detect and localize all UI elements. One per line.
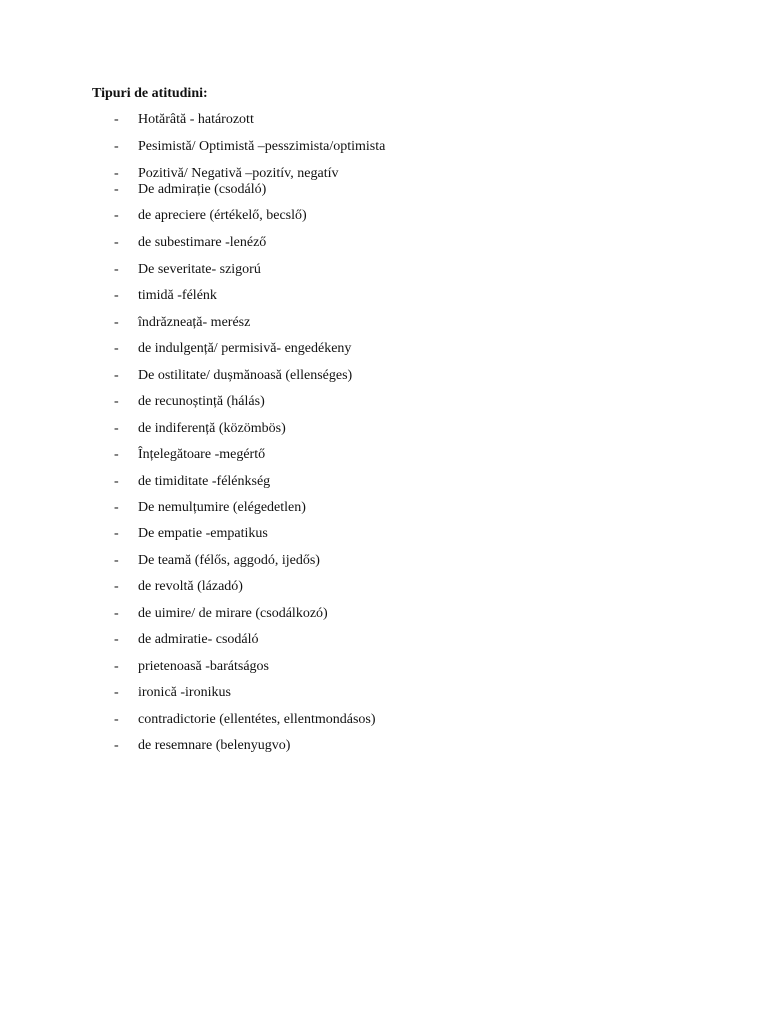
list-bullet: - [114,474,119,489]
list-item-text: de apreciere (értékelő, becslő) [138,208,307,223]
list-item-text: de timiditate -félénkség [138,474,271,489]
list-item-text: contradictorie (ellentétes, ellentmondásos) [138,712,376,727]
list-item-text: de subestimare -lenéző [138,235,267,250]
list-item-text: de admiratie- csodáló [138,632,259,647]
list-bullet: - [114,288,119,303]
list-item-text: De nemulțumire (elégedetlen) [138,500,306,515]
list-bullet: - [114,182,119,197]
list-bullet: - [114,315,119,330]
list-bullet: - [114,262,119,277]
list-item-text: Hotărâtă - határozott [138,112,254,127]
list-bullet: - [114,166,119,181]
list-item-text: îndrăzneață- merész [138,315,251,330]
list-bullet: - [114,394,119,409]
list-item-text: De severitate- szigorú [138,262,261,277]
list-bullet: - [114,112,119,127]
list-bullet: - [114,447,119,462]
list-item-text: de revoltă (lázadó) [138,579,243,594]
list-bullet: - [114,553,119,568]
list-bullet: - [114,685,119,700]
list-item-text: de recunoștință (hálás) [138,394,265,409]
list-item-text: ironică -ironikus [138,685,231,700]
list-item-text: De empatie -empatikus [138,526,268,541]
list-item-text: timidă -félénk [138,288,217,303]
list-item-text: de indiferență (közömbös) [138,421,286,436]
list-item-text: Înțelegătoare -megértő [138,447,266,462]
list-bullet: - [114,738,119,753]
list-item-text: De admirație (csodáló) [138,182,267,197]
list-item-text: Pozitivă/ Negativă –pozitív, negatív [138,166,339,181]
list-bullet: - [114,421,119,436]
list-item-text: prietenoasă -barátságos [138,659,269,674]
document-title: Tipuri de atitudini: [92,86,208,101]
list-item-text: de resemnare (belenyugvo) [138,738,291,753]
list-bullet: - [114,235,119,250]
list-bullet: - [114,712,119,727]
list-bullet: - [114,139,119,154]
list-bullet: - [114,341,119,356]
list-bullet: - [114,208,119,223]
list-item-text: De ostilitate/ dușmănoasă (ellenséges) [138,368,353,383]
list-bullet: - [114,368,119,383]
list-item-text: De teamă (félős, aggodó, ijedős) [138,553,320,568]
list-bullet: - [114,579,119,594]
list-bullet: - [114,632,119,647]
list-bullet: - [114,659,119,674]
list-item-text: Pesimistă/ Optimistă –pesszimista/optimista [138,139,386,154]
list-bullet: - [114,500,119,515]
list-item-text: de uimire/ de mirare (csodálkozó) [138,606,328,621]
list-bullet: - [114,606,119,621]
list-bullet: - [114,526,119,541]
list-item-text: de indulgență/ permisivă- engedékeny [138,341,352,356]
